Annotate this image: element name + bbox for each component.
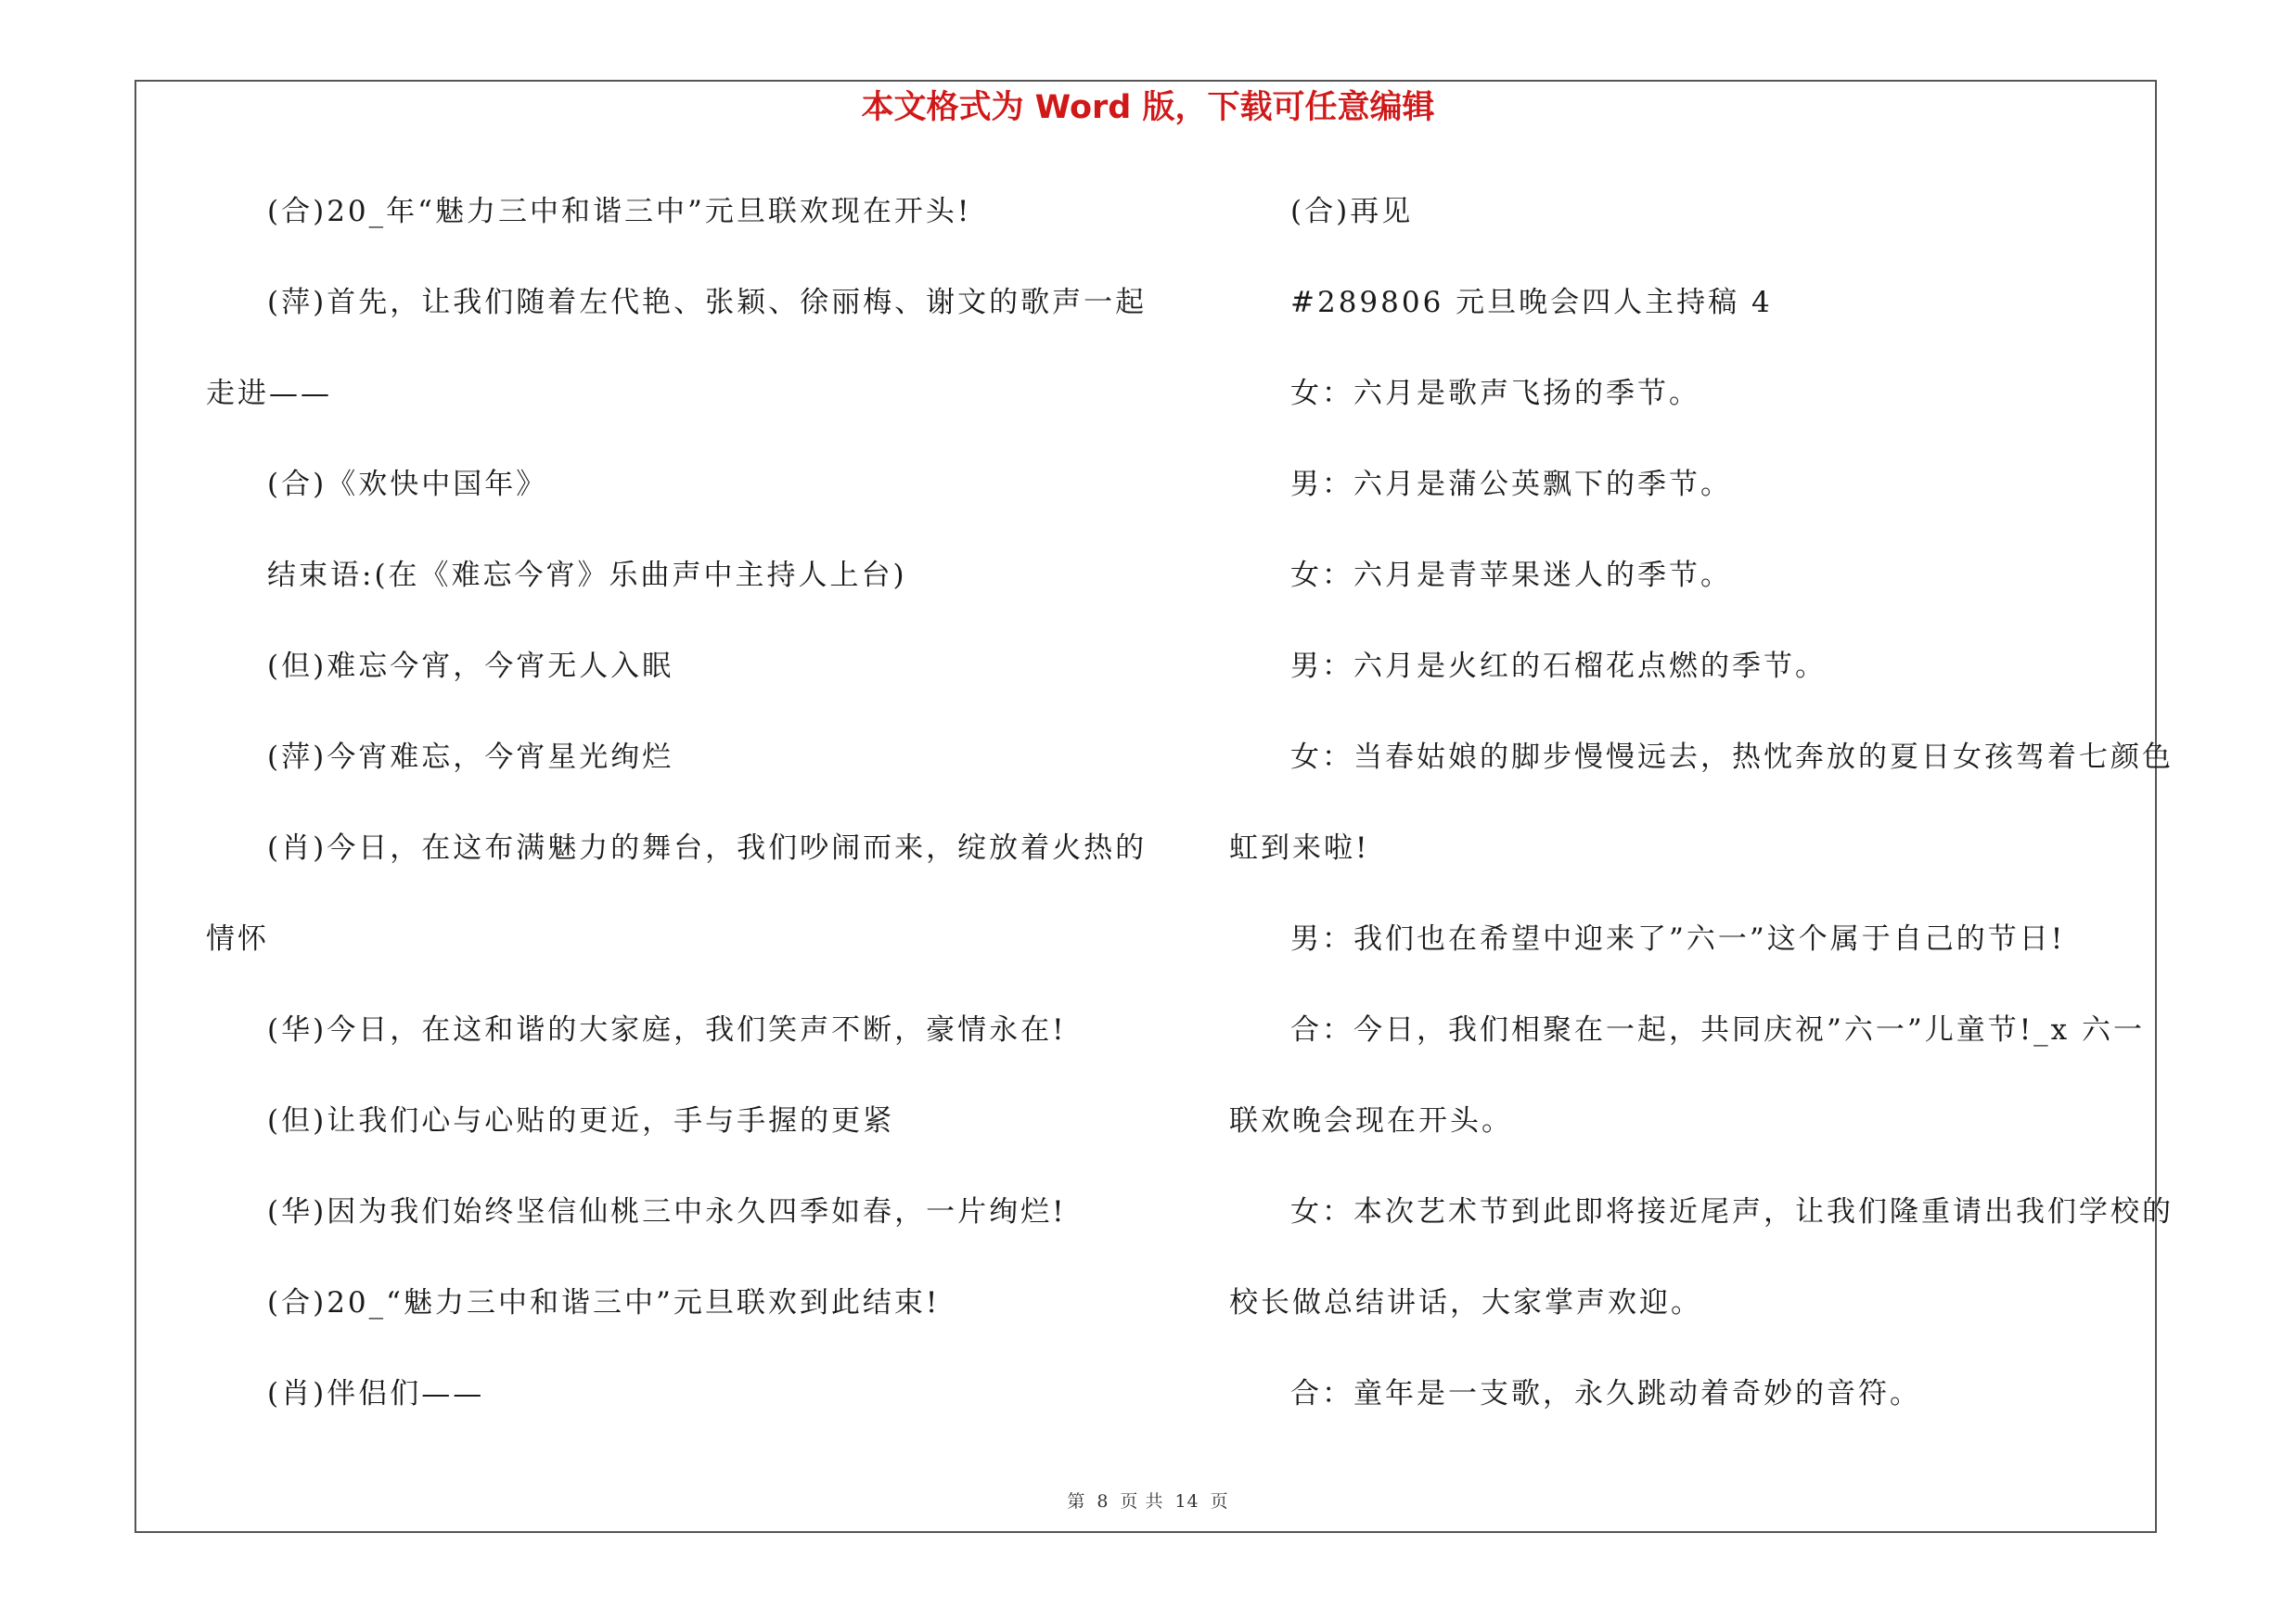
- text-line: (华)今日，在这和谐的大家庭，我们笑声不断，豪情永在!: [267, 1013, 1067, 1047]
- text-line: (合)20_年“魅力三中和谐三中”元旦联欢现在开头!: [267, 195, 972, 228]
- text-line: 结束语:(在《难忘今宵》乐曲声中主持人上台): [267, 559, 907, 592]
- page-suffix: 页: [1210, 1491, 1229, 1512]
- text-line: 男：六月是蒲公英飘下的季节。: [1290, 468, 1732, 501]
- right-text-column: [1229, 181, 2174, 1454]
- text-line: 情怀: [206, 922, 269, 956]
- text-line: (但)让我们心与心贴的更近，手与手握的更紧: [267, 1104, 895, 1138]
- text-line: #289806 元旦晚会四人主持稿 4: [1290, 286, 1773, 319]
- text-line: 男：我们也在希望中迎来了”六一”这个属于自己的节日!: [1290, 922, 2066, 956]
- text-line: (合)20_“魅力三中和谐三中”元旦联欢到此结束!: [267, 1286, 941, 1320]
- text-line: (肖)伴侣们——: [267, 1377, 485, 1410]
- text-line: 合：童年是一支歌，永久跳动着奇妙的音符。: [1290, 1377, 1921, 1410]
- text-line: 合：今日，我们相聚在一起，共同庆祝”六一”儿童节!_x 六一: [1290, 1013, 2145, 1047]
- text-line: 女：本次艺术节到此即将接近尾声，让我们隆重请出我们学校的: [1290, 1195, 2174, 1229]
- format-banner: 本文格式为 Word 版，下载可任意编辑: [861, 89, 1435, 126]
- text-line: (合)再见: [1290, 195, 1414, 228]
- text-line: 女：当春姑娘的脚步慢慢远去，热忱奔放的夏日女孩驾着七颜色: [1290, 741, 2174, 774]
- text-line: 女：六月是歌声飞扬的季节。: [1290, 377, 1700, 410]
- text-line: 校长做总结讲话，大家掌声欢迎。: [1229, 1286, 1702, 1320]
- text-line: (但)难忘今宵，今宵无人入眠: [267, 650, 674, 683]
- text-line: (合)《欢快中国年》: [267, 468, 548, 501]
- text-line: (萍)今宵难忘，今宵星光绚烂: [267, 741, 674, 774]
- text-line: 虹到来啦!: [1229, 831, 1370, 865]
- page-prefix: 第: [1067, 1491, 1086, 1512]
- left-text-column: [206, 181, 1148, 1454]
- text-line: (肖)今日，在这布满魅力的舞台，我们吵闹而来，绽放着火热的: [267, 831, 1148, 865]
- text-line: 女：六月是青苹果迷人的季节。: [1290, 559, 1732, 592]
- current-page: 8: [1097, 1491, 1110, 1512]
- total-pages: 14: [1174, 1491, 1199, 1512]
- page-number-footer: [0, 1488, 2296, 1513]
- text-line: (萍)首先，让我们随着左代艳、张颖、徐丽梅、谢文的歌声一起: [267, 286, 1148, 319]
- text-line: 男：六月是火红的石榴花点燃的季节。: [1290, 650, 1827, 683]
- text-line: 联欢晚会现在开头。: [1229, 1104, 1513, 1138]
- page-middle: 页 共: [1120, 1491, 1164, 1512]
- text-line: (华)因为我们始终坚信仙桃三中永久四季如春，一片绚烂!: [267, 1195, 1067, 1229]
- text-line: 走进——: [206, 377, 332, 410]
